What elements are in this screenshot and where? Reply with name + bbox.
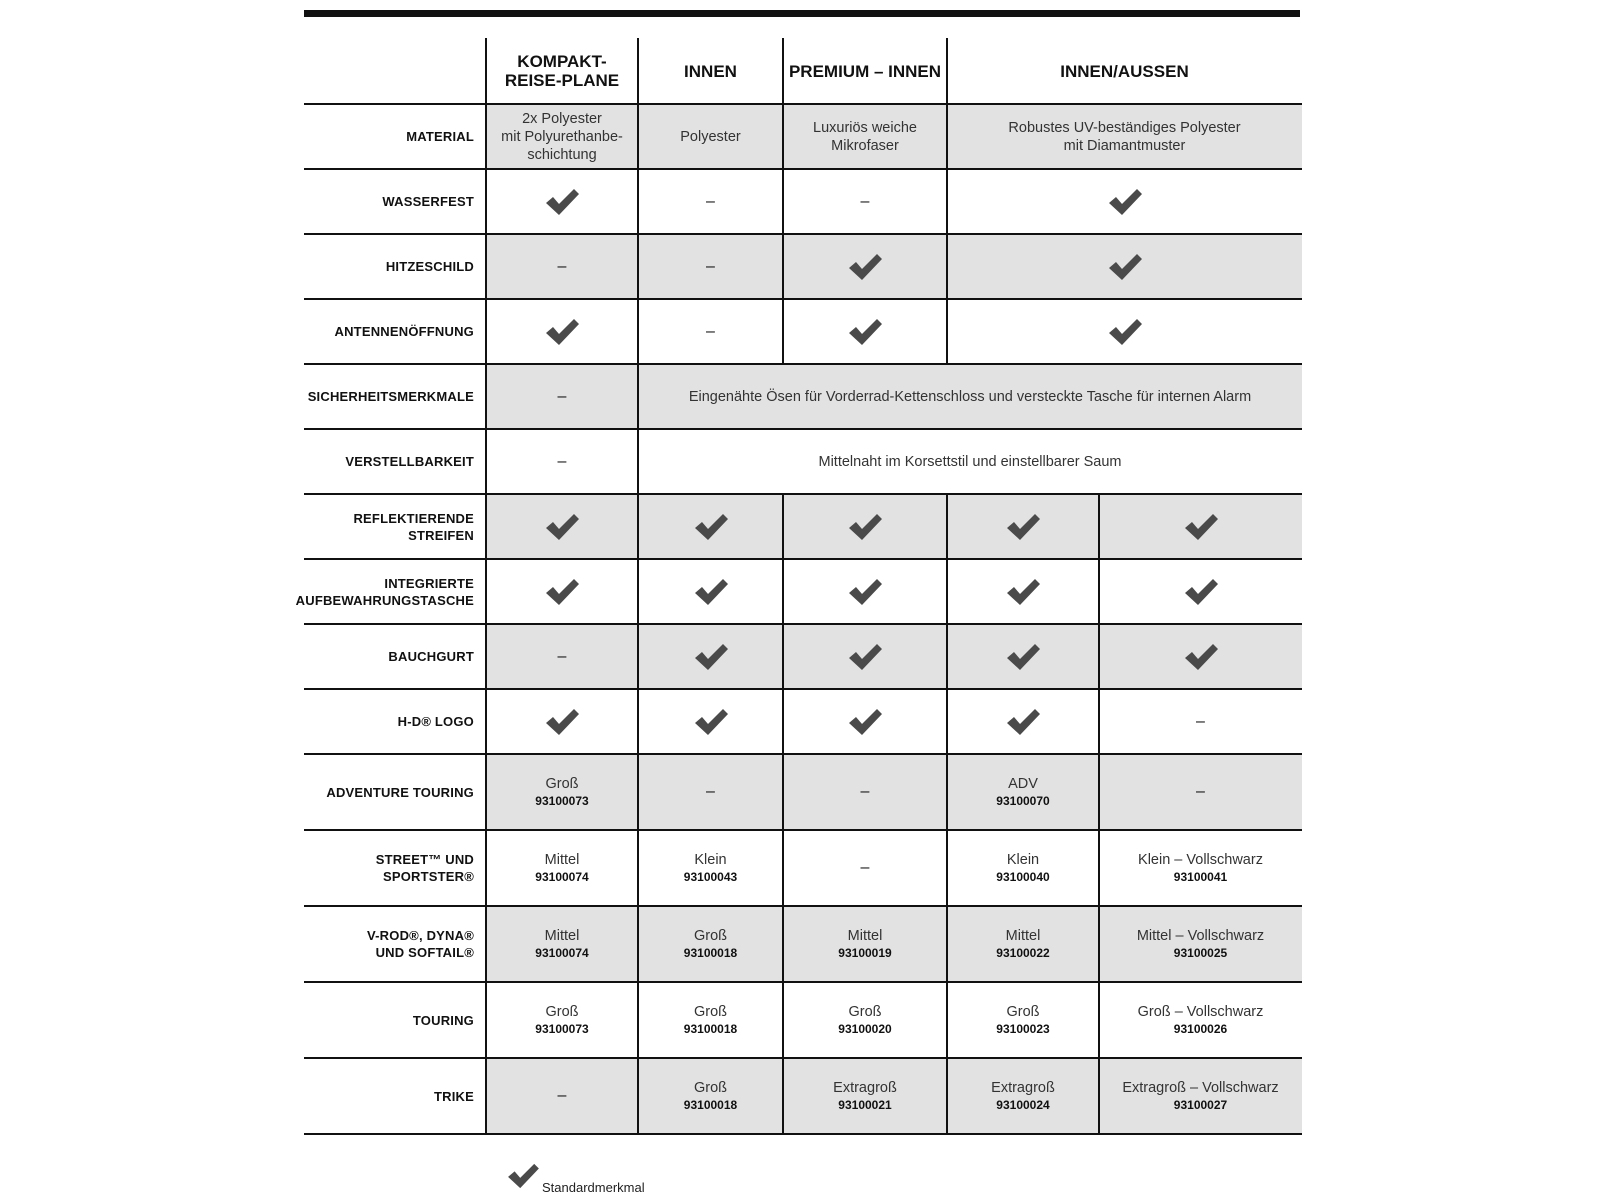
header-divider (946, 38, 948, 104)
part-number: 93100026 (1173, 1021, 1228, 1036)
table-cell (947, 830, 1099, 906)
column-divider (946, 234, 948, 299)
label-divider (485, 1058, 487, 1134)
table-cell (638, 494, 783, 559)
cell-text: Groß (693, 1003, 728, 1020)
label-divider (485, 104, 487, 169)
label-divider (485, 754, 487, 830)
row-label-text: V-ROD®, DYNA® UND SOFTAIL® (367, 928, 474, 960)
column-divider (946, 982, 948, 1058)
row-label (304, 624, 486, 689)
column-divider (946, 299, 948, 364)
check-icon (693, 642, 729, 672)
part-number: 93100019 (838, 945, 892, 960)
none-marker: – (1196, 712, 1205, 730)
column-divider (782, 494, 784, 559)
table-cell (638, 299, 783, 364)
row-label-text: ADVENTURE TOURING (326, 784, 474, 800)
check-icon (847, 577, 883, 607)
none-marker: – (706, 783, 715, 800)
column-divider (1098, 494, 1100, 559)
row-divider (304, 623, 1302, 625)
column-divider (637, 104, 639, 169)
cell-text: Groß (545, 1003, 579, 1020)
table-cell (486, 906, 638, 982)
table-cell (783, 494, 947, 559)
table-cell (1099, 906, 1302, 982)
check-icon (1005, 642, 1041, 672)
check-icon (847, 317, 883, 347)
cell-text: Klein (1006, 851, 1040, 868)
row-divider (304, 558, 1302, 560)
check-icon (1183, 577, 1219, 607)
cell-text: Groß (848, 1003, 882, 1020)
row-divider (304, 753, 1302, 755)
column-header-label: PREMIUM – INNEN (788, 61, 942, 81)
table-cell (486, 494, 638, 559)
part-number: 93100027 (1173, 1097, 1228, 1112)
none-marker: – (557, 257, 567, 275)
table-cell (1099, 982, 1302, 1058)
table-cell (947, 754, 1099, 830)
column-divider (946, 906, 948, 982)
table-cell (1099, 1058, 1302, 1134)
part-number: 93100018 (683, 1097, 738, 1112)
table-cell (486, 559, 638, 624)
check-icon (544, 577, 580, 607)
table-cell (947, 299, 1302, 364)
cell-text: Luxuriös weiche Mikrofaser (813, 119, 917, 154)
table-cell (1099, 559, 1302, 624)
table-cell (947, 559, 1099, 624)
row-label-text: INTEGRIERTE AUFBEWAHRUNGSTASCHE (295, 575, 474, 608)
cell-text: Groß (545, 775, 579, 792)
header-divider (637, 38, 639, 104)
table-cell (638, 429, 1302, 494)
cell-text: Mittel (544, 927, 580, 944)
check-icon (506, 1162, 540, 1190)
cell-text: Mittel – Vollschwarz (1136, 927, 1265, 944)
part-number: 93100024 (996, 1097, 1050, 1112)
table-cell (947, 104, 1302, 169)
part-number: 93100040 (996, 869, 1050, 884)
column-divider (782, 1058, 784, 1134)
column-header-label: INNEN (684, 61, 737, 81)
row-label (304, 234, 486, 299)
column-divider (782, 906, 784, 982)
none-marker: – (1196, 783, 1205, 800)
cell-text: ADV (1008, 775, 1038, 792)
column-divider (637, 429, 639, 494)
part-number: 93100073 (535, 1021, 589, 1036)
table-cell (783, 104, 947, 169)
column-header (486, 38, 638, 104)
column-divider (782, 299, 784, 364)
part-number: 93100018 (683, 945, 738, 960)
table-cell (638, 830, 783, 906)
table-cell (1099, 754, 1302, 830)
table-cell (1099, 624, 1302, 689)
none-marker: – (860, 859, 870, 876)
cell-text: Groß (1006, 1003, 1040, 1020)
row-divider (304, 363, 1302, 365)
column-header (638, 38, 783, 104)
label-divider (485, 234, 487, 299)
column-divider (946, 754, 948, 830)
column-divider (637, 234, 639, 299)
label-divider (485, 624, 487, 689)
none-marker: – (557, 647, 567, 665)
table-cell (486, 754, 638, 830)
label-divider (485, 982, 487, 1058)
part-number: 93100043 (683, 869, 738, 884)
row-label-text: REFLEKTIERENDE STREIFEN (353, 510, 474, 543)
row-label (304, 689, 486, 754)
table-cell (486, 299, 638, 364)
table-cell (783, 1058, 947, 1134)
table-cell (638, 364, 1302, 429)
table-cell (947, 982, 1099, 1058)
table-cell (486, 429, 638, 494)
row-label-text: ANTENNENÖFFNUNG (334, 324, 474, 339)
row-label (304, 364, 486, 429)
column-divider (946, 624, 948, 689)
cell-text: Mittel (544, 851, 580, 868)
row-divider (304, 905, 1302, 907)
column-divider (946, 169, 948, 234)
check-icon (847, 642, 883, 672)
row-label (304, 494, 486, 559)
table-cell (638, 104, 783, 169)
table-cell (783, 299, 947, 364)
column-divider (782, 559, 784, 624)
table-cell (783, 982, 947, 1058)
column-divider (637, 754, 639, 830)
table-cell (947, 624, 1099, 689)
row-label-text: HITZESCHILD (385, 259, 474, 274)
label-divider (485, 299, 487, 364)
table-cell (638, 689, 783, 754)
table-cell (486, 234, 638, 299)
column-divider (946, 689, 948, 754)
label-divider (485, 689, 487, 754)
column-divider (782, 754, 784, 830)
label-divider (485, 906, 487, 982)
check-icon (693, 577, 729, 607)
column-divider (1098, 830, 1100, 906)
row-divider (304, 493, 1302, 495)
legend-label: Standardmerkmal (542, 1180, 645, 1195)
cell-text: Klein (694, 851, 727, 868)
column-divider (1098, 559, 1100, 624)
row-label-text: VERSTELLBARKEIT (345, 454, 474, 469)
row-label (304, 1058, 486, 1134)
table-bottom-rule (304, 1133, 1302, 1135)
table-cell (638, 906, 783, 982)
column-divider (782, 624, 784, 689)
column-divider (1098, 906, 1100, 982)
part-number: 93100021 (838, 1097, 892, 1112)
row-label (304, 104, 486, 169)
cell-text: Extragroß (833, 1079, 897, 1096)
table-cell (486, 364, 638, 429)
check-icon (1183, 512, 1219, 542)
table-cell (486, 104, 638, 169)
column-divider (637, 364, 639, 429)
row-label (295, 559, 486, 624)
column-divider (1098, 1058, 1100, 1134)
cell-text: Klein – Vollschwarz (1138, 851, 1263, 868)
label-divider (485, 429, 487, 494)
check-icon (847, 512, 883, 542)
none-marker: – (860, 192, 870, 210)
part-number: 93100022 (996, 945, 1050, 960)
column-divider (637, 624, 639, 689)
none-marker: – (706, 192, 715, 210)
check-icon (847, 252, 883, 282)
none-marker: – (557, 452, 567, 470)
column-divider (946, 830, 948, 906)
row-label (304, 429, 486, 494)
check-icon (1107, 187, 1143, 217)
table-cell (783, 906, 947, 982)
none-marker: – (860, 783, 870, 800)
column-divider (637, 494, 639, 559)
part-number: 93100020 (838, 1021, 892, 1036)
column-divider (637, 906, 639, 982)
column-divider (637, 689, 639, 754)
table-cell (783, 234, 947, 299)
row-label-text: WASSERFEST (382, 194, 474, 209)
table-cell (947, 169, 1302, 234)
check-icon (1107, 317, 1143, 347)
table-cell (486, 689, 638, 754)
check-icon (1107, 252, 1143, 282)
cell-text: Extragroß (991, 1079, 1055, 1096)
table-cell (486, 624, 638, 689)
label-divider (485, 169, 487, 234)
table-cell (947, 1058, 1099, 1134)
table-cell (783, 830, 947, 906)
table-cell (1099, 494, 1302, 559)
none-marker: – (557, 387, 567, 405)
column-divider (946, 559, 948, 624)
row-label-text: H-D® LOGO (397, 714, 474, 729)
table-cell (783, 689, 947, 754)
column-header-label: KOMPAKT-REISE-PLANE (504, 52, 620, 90)
cell-text: 2x Polyester mit Polyurethanbe- schichtung (501, 110, 623, 163)
cell-text: Groß – Vollschwarz (1137, 1003, 1264, 1020)
none-marker: – (557, 1087, 567, 1104)
part-number: 93100074 (535, 945, 589, 960)
row-label (304, 830, 486, 906)
table-cell (947, 689, 1099, 754)
row-label-text: TOURING (412, 1012, 474, 1028)
column-header-label: INNEN/AUSSEN (1060, 61, 1189, 81)
part-number: 93100025 (1173, 945, 1228, 960)
table-cell (638, 559, 783, 624)
column-divider (782, 104, 784, 169)
row-label (304, 982, 486, 1058)
part-number: 93100018 (683, 1021, 738, 1036)
column-divider (782, 982, 784, 1058)
row-divider (304, 981, 1302, 983)
row-divider (304, 233, 1302, 235)
check-icon (693, 512, 729, 542)
check-icon (693, 707, 729, 737)
check-icon (544, 187, 580, 217)
check-icon (1005, 577, 1041, 607)
table-cell (638, 624, 783, 689)
table-cell (486, 169, 638, 234)
table-cell (783, 559, 947, 624)
column-divider (946, 104, 948, 169)
row-label-text: STREET™ UND SPORTSTER® (375, 852, 474, 884)
column-divider (637, 559, 639, 624)
row-label-text: MATERIAL (406, 129, 474, 144)
table-cell (947, 494, 1099, 559)
part-number: 93100073 (535, 793, 589, 808)
part-number: 93100074 (535, 869, 589, 884)
column-divider (637, 982, 639, 1058)
cell-text: Mittel (1005, 927, 1041, 944)
table-cell (486, 982, 638, 1058)
row-label (304, 754, 486, 830)
header-rule (304, 103, 1302, 106)
cell-text: Eingenähte Ösen für Vorderrad-Kettenschloss und versteckte Tasche für internen Alarm (688, 388, 1252, 405)
column-divider (637, 1058, 639, 1134)
row-label-text: TRIKE (434, 1088, 474, 1104)
table-cell (638, 982, 783, 1058)
row-label (304, 169, 486, 234)
row-divider (304, 298, 1302, 300)
table-cell (638, 1058, 783, 1134)
table-cell (1099, 830, 1302, 906)
check-icon (544, 512, 580, 542)
part-number: 93100041 (1173, 869, 1228, 884)
table-cell (486, 1058, 638, 1134)
cell-text: Groß (693, 1079, 728, 1096)
table-cell (486, 830, 638, 906)
column-divider (1098, 754, 1100, 830)
column-divider (637, 169, 639, 234)
row-label-text: SICHERHEITSMERKMALE (307, 389, 474, 404)
none-marker: – (706, 257, 715, 275)
column-divider (946, 494, 948, 559)
column-divider (782, 169, 784, 234)
legend (506, 1162, 645, 1195)
column-divider (946, 1058, 948, 1134)
check-icon (1005, 512, 1041, 542)
check-icon (544, 707, 580, 737)
column-header (783, 38, 947, 104)
cell-text: Robustes UV-beständiges Polyester mit Diamantmuster (1008, 119, 1241, 154)
table-cell (947, 906, 1099, 982)
table-cell (1099, 689, 1302, 754)
row-label (304, 299, 486, 364)
row-divider (304, 168, 1302, 170)
column-divider (1098, 624, 1100, 689)
table-cell (638, 169, 783, 234)
header-divider (782, 38, 784, 104)
column-divider (782, 689, 784, 754)
row-divider (304, 829, 1302, 831)
column-divider (782, 234, 784, 299)
check-icon (847, 707, 883, 737)
table-cell (947, 234, 1302, 299)
label-divider (485, 830, 487, 906)
column-divider (782, 830, 784, 906)
column-divider (1098, 689, 1100, 754)
cell-text: Polyester (680, 128, 741, 145)
check-icon (1005, 707, 1041, 737)
cell-text: Mittelnaht im Korsettstil und einstellbarer Saum (818, 453, 1122, 470)
table-cell (783, 754, 947, 830)
cell-text: Extragroß – Vollschwarz (1122, 1079, 1279, 1096)
check-icon (544, 317, 580, 347)
label-divider (485, 364, 487, 429)
table-cell (783, 624, 947, 689)
cell-text: Groß (693, 927, 728, 944)
label-divider (485, 494, 487, 559)
row-label (304, 906, 486, 982)
row-label-text: BAUCHGURT (388, 649, 474, 664)
table-cell (638, 234, 783, 299)
column-divider (1098, 982, 1100, 1058)
cell-text: Mittel (847, 927, 883, 944)
column-header (947, 38, 1302, 104)
label-divider (485, 559, 487, 624)
row-divider (304, 1057, 1302, 1059)
header-divider (485, 38, 487, 104)
part-number: 93100070 (996, 793, 1050, 808)
check-icon (1183, 642, 1219, 672)
none-marker: – (706, 322, 715, 340)
row-divider (304, 688, 1302, 690)
part-number: 93100023 (996, 1021, 1050, 1036)
column-divider (637, 830, 639, 906)
row-divider (304, 428, 1302, 430)
table-cell (638, 754, 783, 830)
table-cell (783, 169, 947, 234)
column-divider (637, 299, 639, 364)
